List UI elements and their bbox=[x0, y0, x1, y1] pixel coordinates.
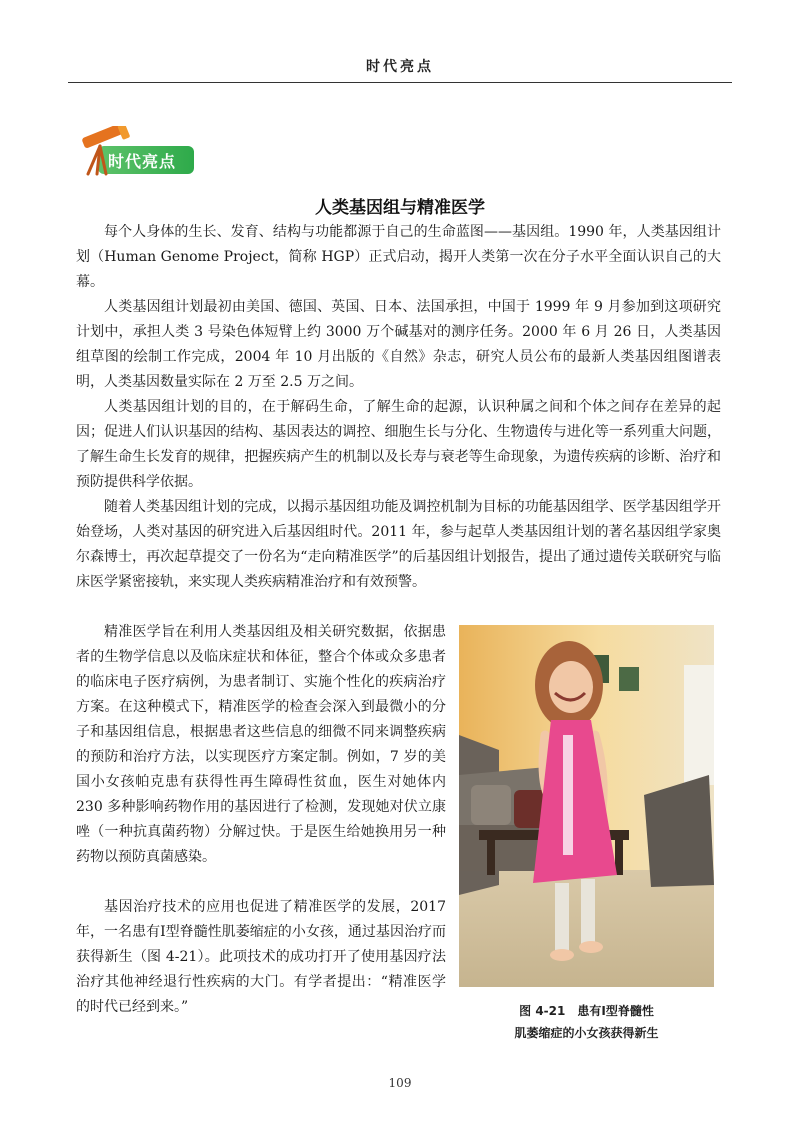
paragraph-6: 基因治疗技术的应用也促进了精准医学的发展，2017 年，一名患有Ⅰ型脊髓性肌萎缩症的小女孩，通过基因治疗而获得新生（图 4-21）。此项技术的成功打开了使用基因疗法治疗其他神经退行性疾病的大门。有学者提出：“精准医学的时代已经到来。” bbox=[76, 899, 446, 1015]
paragraph-2: 人类基因组计划最初由美国、德国、英国、日本、法国承担，中国于 1999 年 9 月参加到这项研究计划中，承担人类 3 号染色体短臂上约 3000 万个碱基对的测序任务。2000 年 6 月 26 日，人类基因组草图的绘制工作完成，2004 年 10 月出版的《自然》杂志，研究人员公布的最新人类基因组图谱表明，人类基因数量实际在 2 万至 2.5 万之间。 bbox=[76, 299, 721, 390]
caption-line-1: 图 4-21 患有Ⅰ型脊髓性 bbox=[519, 1004, 654, 1018]
page-number: 109 bbox=[388, 1076, 412, 1090]
header-divider bbox=[68, 82, 732, 83]
paragraph-1: 每个人身体的生长、发育、结构与功能都源于自己的生命蓝图——基因组。1990 年，人类基因组计划（Human Genome Project，简称 HGP）正式启动，揭开人类第一次在分子水平全面认识自己的大幕。 bbox=[76, 224, 721, 290]
paragraph-4: 随着人类基因组计划的完成，以揭示基因组功能及调控机制为目标的功能基因组学、医学基因组学开始登场，人类对基因的研究进入后基因组时代。2011 年，参与起草人类基因组计划的著名基因组学家奥尔森博士，再次起草提交了一份名为“走向精准医学”的后基因组计划报告，提出了通过遗传关联研究与临床医学紧密接轨，来实现人类疾病精准治疗和有效预警。 bbox=[76, 499, 721, 590]
article-title: 人类基因组与精准医学 bbox=[315, 198, 485, 218]
paragraph-3: 人类基因组计划的目的，在于解码生命，了解生命的起源，认识种属之间和个体之间存在差异的起因；促进人们认识基因的结构、基因表达的调控、细胞生长与分化、生物遗传与进化等一系列重大问题，了解生命生长发育的规律，把握疾病产生的机制以及长寿与衰老等生命现象，为遗传疾病的诊断、治疗和预防提供科学依据。 bbox=[76, 399, 721, 490]
running-head-title: 时代亮点 bbox=[366, 59, 434, 75]
badge-label: 时代亮点 bbox=[108, 152, 177, 171]
figure-photo bbox=[459, 625, 714, 987]
section-badge bbox=[76, 126, 196, 178]
figure-caption bbox=[459, 1000, 714, 1044]
caption-line-2: 肌萎缩症的小女孩获得新生 bbox=[514, 1026, 659, 1040]
paragraph-5: 精准医学旨在利用人类基因组及相关研究数据，依据患者的生物学信息以及临床症状和体征，整合个体或众多患者的临床电子医疗病例，为患者制订、实施个性化的疾病治疗方案。在这种模式下，精准医学的检查会深入到最微小的分子和基因组信息，根据患者这些信息的细微不同来调整疾病的预防和治疗方法，以实现医疗方案定制。例如，7 岁的美国小女孩帕克患有获得性再生障碍性贫血，医生对她体内 230 多种影响药物作用的基因进行了检测，发现她对伏立康唑（一种抗真菌药物）分解过快。于是医生给她换用另一种药物以预防真菌感染。 bbox=[76, 624, 446, 865]
